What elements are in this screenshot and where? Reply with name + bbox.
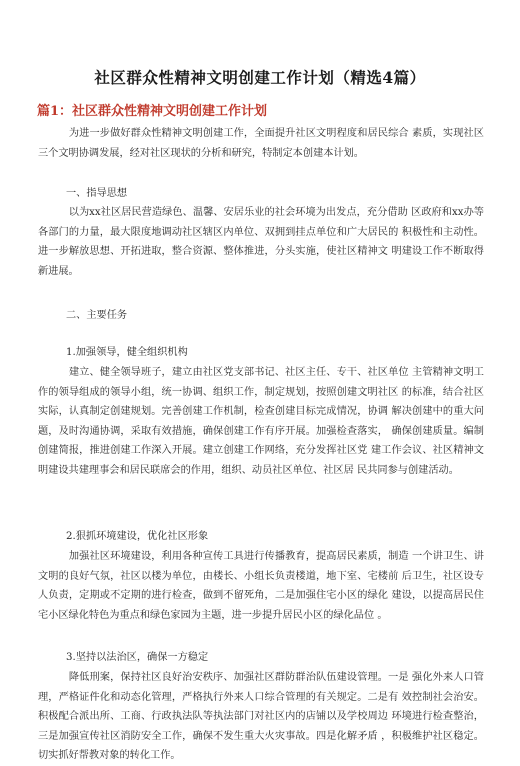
task-rule-of-law-paragraph: 降低刑案，保持社区良好治安秩序、加强社区群防群治队伍建设管理。一是 强化外来人口管理，严格证件化和动态化管理，严格执行外来人口综合管理的有关规定。二是有 效控制社会治安。积极配合派出所、工商、行政执法队等执法部门对社区内的店铺以及学校周边 环境进行检查整治，三是加强宣传社区消防安全工作，确保不发生重大火灾事故。四是化解矛盾 ，积极维护社区稳定。切实抓好帮教对象的转化工作。 — [38, 672, 484, 762]
task-heading-rule-of-law: 3.坚持以法治区，确保一方稳定 — [66, 652, 209, 663]
intro-paragraph: 为进一步做好群众性精神文明创建工作，全面提升社区文明程度和居民综合 素质，实现社区三个文明协调发展，经对社区现状的分析和研究，特制定本创建本计划。 — [38, 128, 484, 159]
task-heading-leadership: 1.加强领导，健全组织机构 — [66, 347, 188, 358]
task-heading-environment: 2.狠抓环境建设，优化社区形象 — [66, 531, 209, 542]
guiding-ideology-paragraph: 以为xx社区居民营造绿色、温馨、安居乐业的社会环境为出发点，充分借助 区政府和xx办等各部门的力量，最大限度地调动社区辖区内单位、双拥到挂点单位和广大居民的 积极性和主动性。进一步解放思想、开拓进取，整合资源、整体推进，分头实施，使社区精神文 明建设工作不断取得新进展。 — [38, 207, 484, 277]
section-heading-main-tasks: 二、主要任务 — [66, 310, 128, 321]
article-subtitle: 篇1：社区群众性精神文明创建工作计划 — [37, 104, 268, 119]
section-heading-guiding-ideology: 一、指导思想 — [66, 188, 128, 199]
task-leadership-paragraph: 建立、健全领导班子，建立由社区党支部书记、社区主任、专干、社区单位 主管精神文明工作的领导组成的领导小组，统一协调、组织工作，制定规划，按照创建文明社区 的标准，结合社区实际，认真制定创建规划。完善创建工作机制，检查创建目标完成情况，协调 解决创建中的重大问题，及时沟通协调，采取有效措施，确保创建工作有序开展。加强检查落实， 确保创建质量。编制创建简报，推进创建工作深入开展。建立创建工作网络，充分发挥社区党 建工作会议、社区精神文明建设共建理事会和居民联席会的作用，组织、动员社区单位、社区居 民共同参与创建活动。 — [38, 367, 484, 476]
task-environment-paragraph: 加强社区环境建设，利用各种宣传工具进行传播教育，提高居民素质，制造 一个讲卫生、讲文明的良好气氛，社区以楼为单位，由楼长、小组长负责楼道，地下室、宅楼前 后卫生，社区设专人负责，定期或不定期的进行检查，做到不留死角，二是加强住宅小区的绿化 建设，以提高居民住宅小区绿化特色为重点和绿色家园为主题，进一步提升居民小区的绿化品位 。 — [38, 551, 484, 621]
document-title: 社区群众性精神文明创建工作计划（精选4篇） — [94, 68, 426, 87]
